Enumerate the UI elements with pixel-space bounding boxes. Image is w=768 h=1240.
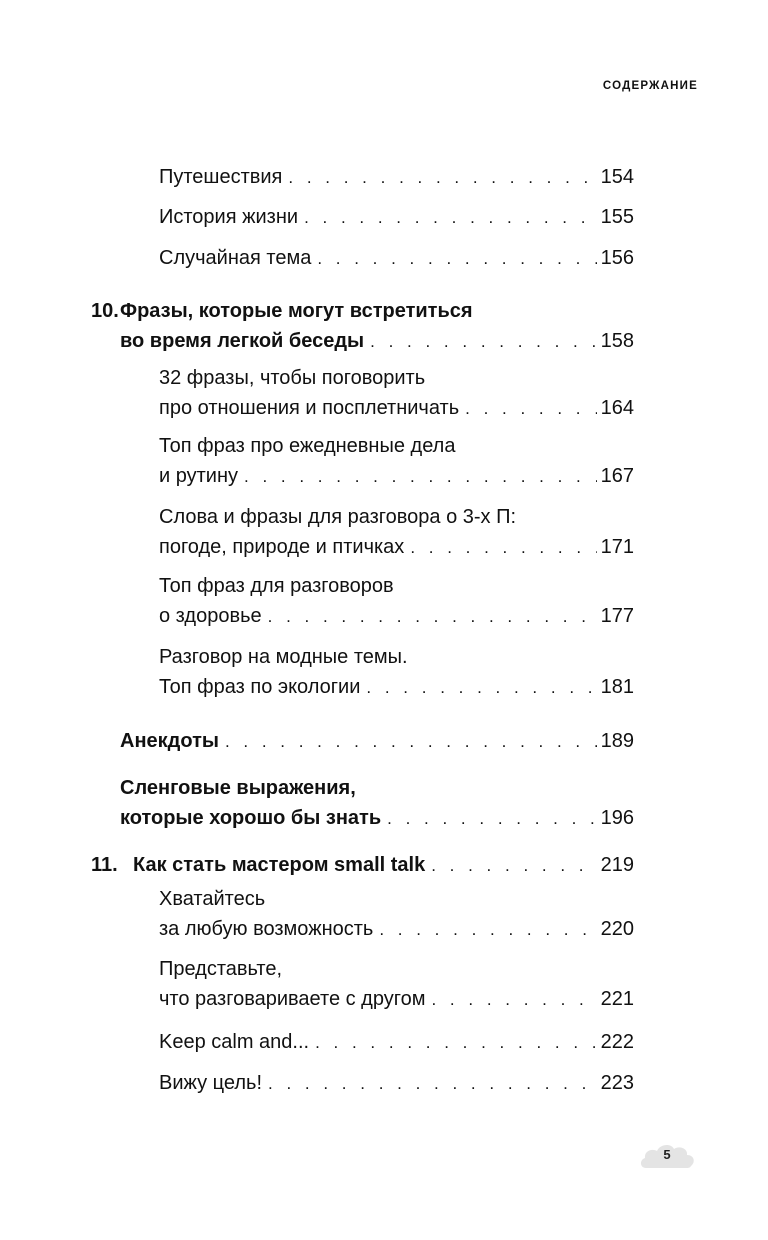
toc-line [120,296,634,326]
toc-entry[interactable] [159,954,634,1014]
toc-title: Случайная тема [159,247,312,269]
toc-page-number: 222 [600,1031,634,1053]
toc-line [159,884,634,914]
toc-title: 32 фразы, чтобы поговорить [159,367,426,389]
toc-line [133,850,634,880]
toc-title: Топ фраз про ежедневные дела [159,435,456,457]
dot-leader [410,533,596,563]
toc-title: Фразы, которые могут встретиться [120,300,473,322]
dot-leader [304,203,597,233]
toc-line [159,672,634,702]
toc-title: что разговариваете с другом [159,988,426,1010]
toc-line [159,1068,634,1098]
toc-line [120,326,634,356]
dot-leader [431,851,596,881]
toc-line [159,363,634,393]
toc-page-number: 177 [600,605,634,627]
toc-entry[interactable] [159,162,634,192]
toc-line [120,773,634,803]
toc-line [159,642,634,672]
toc-page-number: 196 [600,807,634,829]
toc-page-number: 221 [600,988,634,1010]
toc-title: о здоровье [159,605,262,627]
running-head: СОДЕРЖАНИЕ [602,80,698,92]
toc-page-number: 181 [600,676,634,698]
dot-leader [431,985,596,1015]
chapter-number: 10. [91,300,119,322]
dot-leader [465,394,597,424]
toc-title: Keep calm and... [159,1031,310,1053]
toc-title: Слова и фразы для разговора о 3-х П: [159,506,517,528]
toc-title: погоде, природе и птичках [159,536,405,558]
toc-line [159,1027,634,1057]
toc-line [159,571,634,601]
toc-title: Вижу цель! [159,1072,263,1094]
dot-leader [225,727,597,757]
toc-section[interactable] [120,726,634,756]
toc-line [159,984,634,1014]
toc-page-number: 154 [600,166,634,188]
toc-entry[interactable] [159,431,634,491]
toc-title: Анекдоты [120,730,219,752]
dot-leader [387,804,596,834]
toc-title: про отношения и посплетничать [159,397,460,419]
toc-entry[interactable] [159,202,634,232]
toc-title: Топ фраз по экологии [159,676,361,698]
toc-title: Сленговые выражения, [120,777,356,799]
dot-leader [315,1028,597,1058]
toc-line [159,914,634,944]
toc-page-number: 223 [600,1072,634,1094]
toc-title: за любую возможность [159,918,374,940]
toc-entry[interactable] [159,884,634,944]
toc-page-number: 158 [600,330,634,352]
toc-title: и рутину [159,465,239,487]
toc-page-number: 220 [600,918,634,940]
toc-chapter[interactable] [91,296,634,356]
toc-line [159,601,634,631]
toc-page-number: 171 [600,536,634,558]
page-number-badge [638,1140,696,1170]
toc-line [159,431,634,461]
toc-page-number: 167 [600,465,634,487]
toc-line [159,502,634,532]
toc-line [159,393,634,423]
toc-line [159,202,634,232]
toc-line [159,954,634,984]
toc-page-number: 219 [600,854,634,876]
toc-title: которые хорошо бы знать [120,807,382,829]
toc-entry[interactable] [159,1027,634,1057]
dot-leader [366,673,596,703]
dot-leader [288,163,596,193]
toc-page-number: 164 [600,397,634,419]
toc-title: История жизни [159,206,299,228]
toc-title: Топ фраз для разговоров [159,575,394,597]
dot-leader [268,602,597,632]
toc-page-number: 189 [600,730,634,752]
chapter-number: 11. [91,854,118,876]
toc-section[interactable] [120,773,634,833]
toc-title: Разговор на модные темы. [159,646,408,668]
toc-chapter[interactable] [91,850,634,880]
toc-line [120,803,634,833]
toc-title: Как стать мастером small talk [133,854,426,876]
page-number: 5 [663,1147,671,1162]
toc-page-number: 155 [600,206,634,228]
toc-title: во время легкой беседы [120,330,365,352]
toc-line [159,243,634,273]
toc-line [159,162,634,192]
toc-line [159,532,634,562]
toc-title: Представьте, [159,958,283,980]
toc-title: Путешествия [159,166,283,188]
toc-entry[interactable] [159,642,634,702]
toc-entry[interactable] [159,571,634,631]
toc-line [159,461,634,491]
toc-title: Хватайтесь [159,888,266,910]
dot-leader [244,462,597,492]
toc-entry[interactable] [159,243,634,273]
toc-entry[interactable] [159,363,634,423]
dot-leader [379,915,596,945]
toc-page-number: 156 [600,247,634,269]
toc-line [120,726,634,756]
toc-entry[interactable] [159,502,634,562]
dot-leader [268,1069,597,1099]
dot-leader [317,244,596,274]
toc-entry[interactable] [159,1068,634,1098]
dot-leader [370,327,596,357]
